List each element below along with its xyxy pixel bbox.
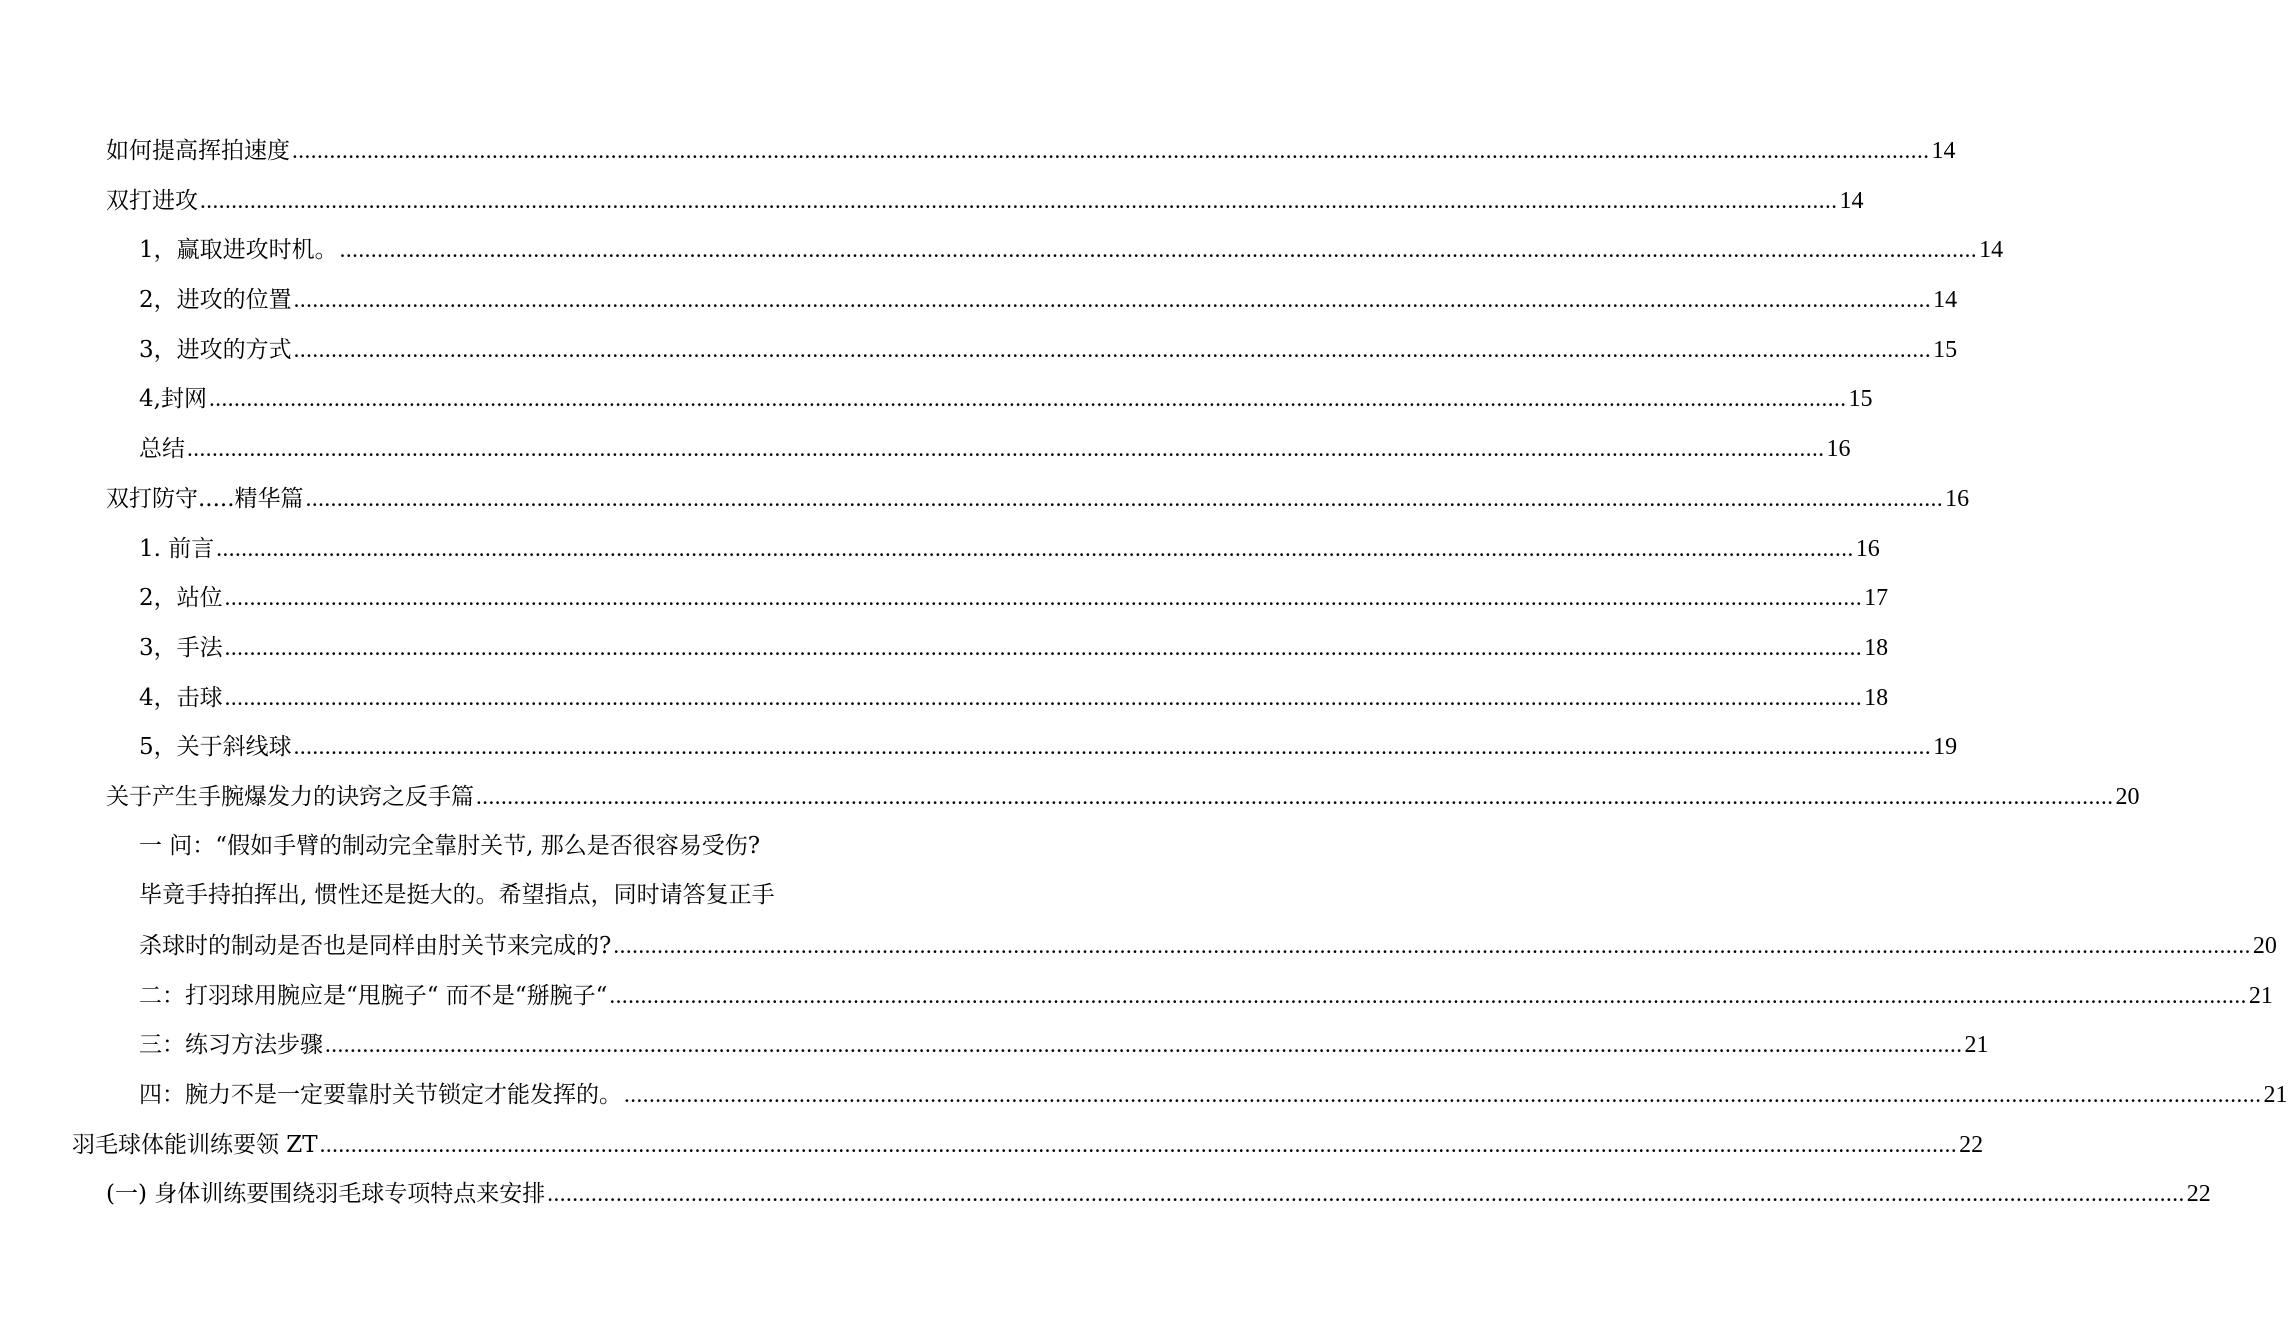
toc-entry[interactable]: [0, 374, 1873, 424]
toc-entry-page: 14: [1839, 187, 1864, 214]
dot-leader: [200, 176, 1838, 226]
toc-entry-page: 20: [2252, 933, 2277, 959]
toc-entry-title: 总结: [139, 436, 185, 463]
toc-entry-page: 21: [1964, 1032, 1989, 1059]
toc-entry-title: 3，进攻的方式: [139, 336, 292, 363]
toc-entry-title: (一) 身体训练要围绕羽毛球专项特点来安排: [106, 1181, 546, 1208]
toc-entry-page: 16: [1855, 535, 1880, 562]
toc-entry-page: 22: [1959, 1131, 1984, 1158]
toc-entry[interactable]: [0, 921, 2277, 971]
toc-entry-page: 15: [1848, 386, 1873, 413]
dot-leader: [294, 325, 1932, 375]
toc-entry[interactable]: [0, 1070, 2288, 1120]
toc-entry[interactable]: [0, 722, 1958, 772]
toc-entry-page: 19: [1933, 734, 1958, 761]
dot-leader: [476, 772, 2114, 822]
toc-entry-title: 2，进攻的位置: [139, 287, 292, 314]
toc-entry[interactable]: [0, 623, 1889, 673]
dot-leader: [209, 374, 1847, 424]
toc-entry-title: 四：腕力不是一定要靠肘关节锁定才能发挥的。: [139, 1082, 622, 1109]
toc-entry[interactable]: [0, 524, 1880, 574]
dot-leader: [624, 1070, 2262, 1120]
toc-entry[interactable]: [0, 673, 1889, 723]
toc-entry-page: 18: [1864, 634, 1889, 661]
dot-leader: [609, 971, 2247, 1021]
toc-entry-page: 18: [1864, 684, 1889, 711]
toc-entry-page: 21: [2263, 1082, 2288, 1109]
dot-leader: [340, 225, 1978, 275]
toc-entry[interactable]: [0, 424, 1851, 474]
toc-entry[interactable]: [0, 1020, 1989, 1070]
dot-leader: [325, 1020, 1963, 1070]
toc-entry[interactable]: [0, 275, 1958, 325]
toc-entry-title: 1，赢取进攻时机。: [139, 237, 338, 264]
toc-entry-title: 4,封网: [139, 386, 207, 413]
toc-entry-title: 二：打羽球用腕应是“甩腕子“ 而不是“掰腕子“: [139, 982, 608, 1009]
toc-entry-title: 双打防守.....精华篇: [106, 485, 304, 512]
toc-entry[interactable]: [0, 573, 1889, 623]
dot-leader: [294, 275, 1932, 325]
dot-leader: [187, 424, 1825, 474]
dot-leader: [320, 1120, 1958, 1170]
toc-entry-page: 22: [2186, 1181, 2211, 1208]
dot-leader: [613, 921, 2251, 971]
dot-leader: [225, 573, 1863, 623]
dot-leader: [306, 474, 1944, 524]
toc-entry-title: 5，关于斜线球: [139, 734, 292, 761]
toc-entry[interactable]: [0, 325, 1958, 375]
toc-entry-page: 21: [2248, 982, 2273, 1009]
toc-entry-title: 1. 前言: [139, 535, 215, 562]
toc-entry[interactable]: [0, 126, 1956, 176]
dot-leader: [292, 126, 1930, 176]
toc-entry-title: 关于产生手腕爆发力的诀窍之反手篇: [106, 783, 474, 810]
toc-entry-title: 3，手法: [139, 634, 223, 661]
toc-entry-page: 16: [1945, 485, 1970, 512]
toc-entry[interactable]: [0, 474, 1970, 524]
toc-entry-page: 14: [1933, 287, 1958, 314]
toc-entry[interactable]: [0, 1169, 2211, 1219]
toc-entry[interactable]: [0, 772, 2140, 822]
toc-entry-title: 双打进攻: [106, 187, 198, 214]
toc-entry-page: 16: [1826, 436, 1851, 463]
toc-entry[interactable]: [0, 176, 1864, 226]
toc-entry[interactable]: [0, 1120, 1984, 1170]
toc-entry[interactable]: [0, 971, 2273, 1021]
dot-leader: [547, 1169, 2185, 1219]
toc-entry-title: 2，站位: [139, 585, 223, 612]
dot-leader: [294, 722, 1932, 772]
toc-entry-page: 15: [1933, 336, 1958, 363]
toc-entry-page: 14: [1931, 138, 1956, 164]
toc-entry-page: 17: [1864, 585, 1889, 612]
table-of-contents: [0, 126, 2288, 1219]
toc-entry-page: 14: [1979, 237, 2004, 264]
toc-entry-continued[interactable]: [0, 871, 860, 921]
toc-entry[interactable]: [0, 225, 2004, 275]
toc-entry-continued[interactable]: [0, 822, 860, 872]
toc-entry-page: 20: [2115, 783, 2140, 810]
dot-leader: [225, 623, 1863, 673]
toc-entry-title: 羽毛球体能训练要领 ZT: [72, 1131, 318, 1158]
toc-entry-title: 一 问：“假如手臂的制动完全靠肘关节, 那么是否很容易受伤?: [139, 832, 761, 859]
toc-entry-title: 毕竟手持拍挥出, 惯性还是挺大的。希望指点，同时请答复正手: [139, 882, 775, 909]
toc-entry-title: 4，击球: [139, 684, 223, 711]
dot-leader: [225, 673, 1863, 723]
toc-entry-title: 杀球时的制动是否也是同样由肘关节来完成的?: [139, 933, 612, 959]
toc-entry-title: 三：练习方法步骤: [139, 1032, 323, 1059]
dot-leader: [216, 524, 1854, 574]
toc-entry-title: 如何提高挥拍速度: [106, 138, 290, 164]
